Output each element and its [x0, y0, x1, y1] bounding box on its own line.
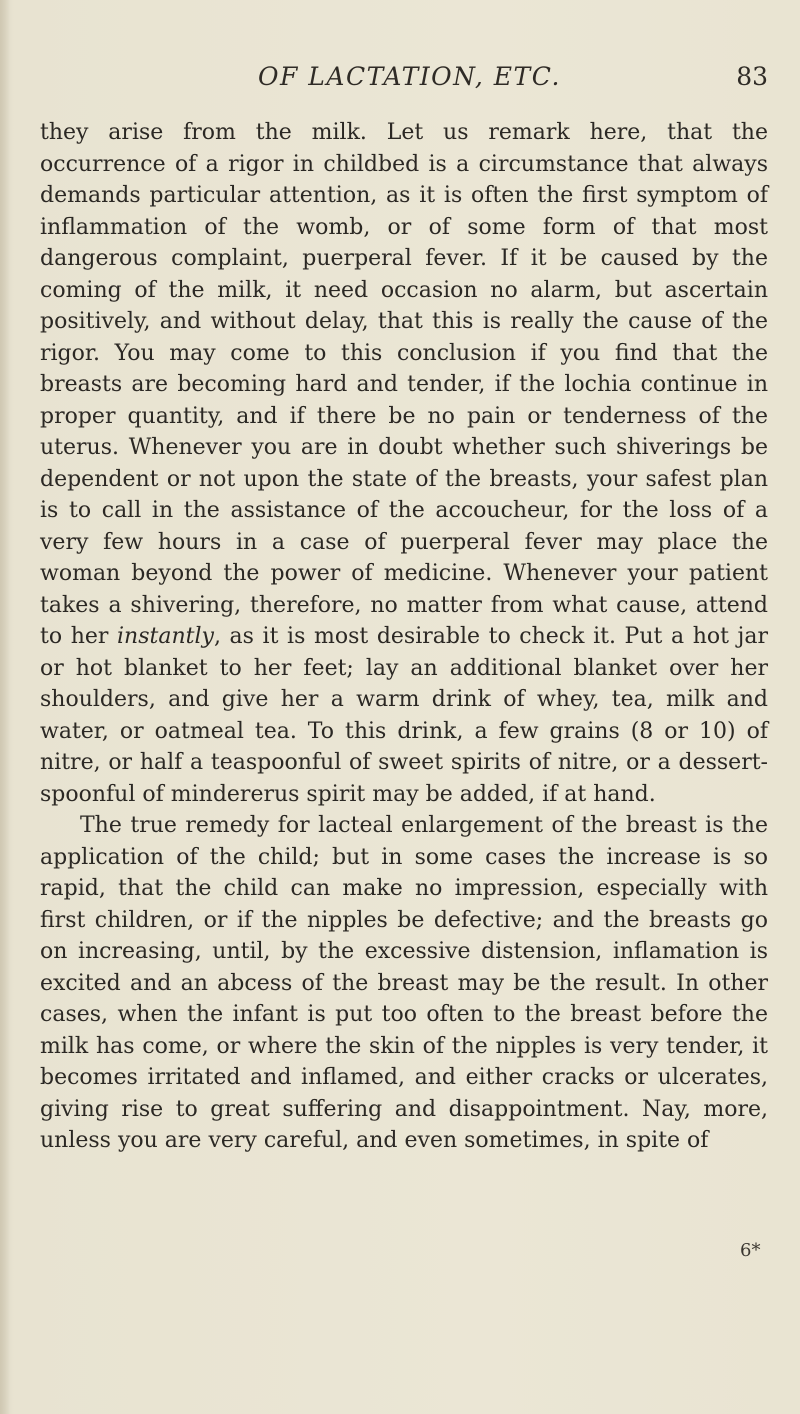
- paragraph-2-text: The true remedy for lacteal enlargement of the breast is the application of the child; but in some cases the increase is so rapid, that the child can make no impression, especially with first children, or if the nipples be defective; and the breasts go on increasing, until, by the excessive distension, inflamation is excited and an abcess of the breast may be the result. In other cases, when the infant is put too often to the breast before the milk has come, or where the skin of the nipples is very tender, it becomes irritated and inflamed, and either cracks or ulcerates, giving rise to great suffering and disappointment. Nay, more, unless you are very careful, and even sometimes, in spite of: [40, 813, 768, 1153]
- paragraph-1-text-b: , as it is most desirable to check it. Put a hot jar or hot blanket to her feet; lay an additional blanket over her shoulders, and give her a warm drink of whey, tea, milk and water, or oatmeal tea. To this drink, a few grains (8 or 10) of nitre, or half a teaspoonful of sweet spirits of nitre, or a dessert-spoonful of mindererus spirit may be added, if at hand.: [40, 624, 769, 807]
- page-number: 83: [736, 62, 768, 91]
- emphasis-instantly: instantly: [117, 624, 214, 649]
- paragraph-2: [40, 810, 768, 1157]
- running-head-title: OF LACTATION, ETC.: [258, 62, 561, 91]
- body-text: [40, 117, 768, 1157]
- signature-mark: 6*: [740, 1240, 761, 1261]
- paragraph-1-text-a: they arise from the milk. Let us remark here, that the occurrence of a rigor in childbed is a circumstance that always demands particular attention, as it is often the first symptom of inflammation of the womb, or of some form of that most dangerous complaint, puerperal fever. If it be caused by the coming of the milk, it need occasion no alarm, but ascertain positively, and without delay, that this is really the cause of the rigor. You may come to this conclusion if you find that the breasts are becoming hard and tender, if the lochia continue in proper quantity, and if there be no pain or tenderness of the uterus. Whenever you are in doubt whether such shiverings be dependent or not upon the state of the breasts, your safest plan is to call in the assistance of the accoucheur, for the loss of a very few hours in a case of puerperal fever may place the woman beyond the power of medicine. Whenever your patient takes a shivering, therefore, no matter from what cause, attend to her: [40, 120, 768, 649]
- running-head: [258, 62, 768, 102]
- paragraph-1: [40, 117, 768, 810]
- gutter-shadow: [0, 0, 10, 1414]
